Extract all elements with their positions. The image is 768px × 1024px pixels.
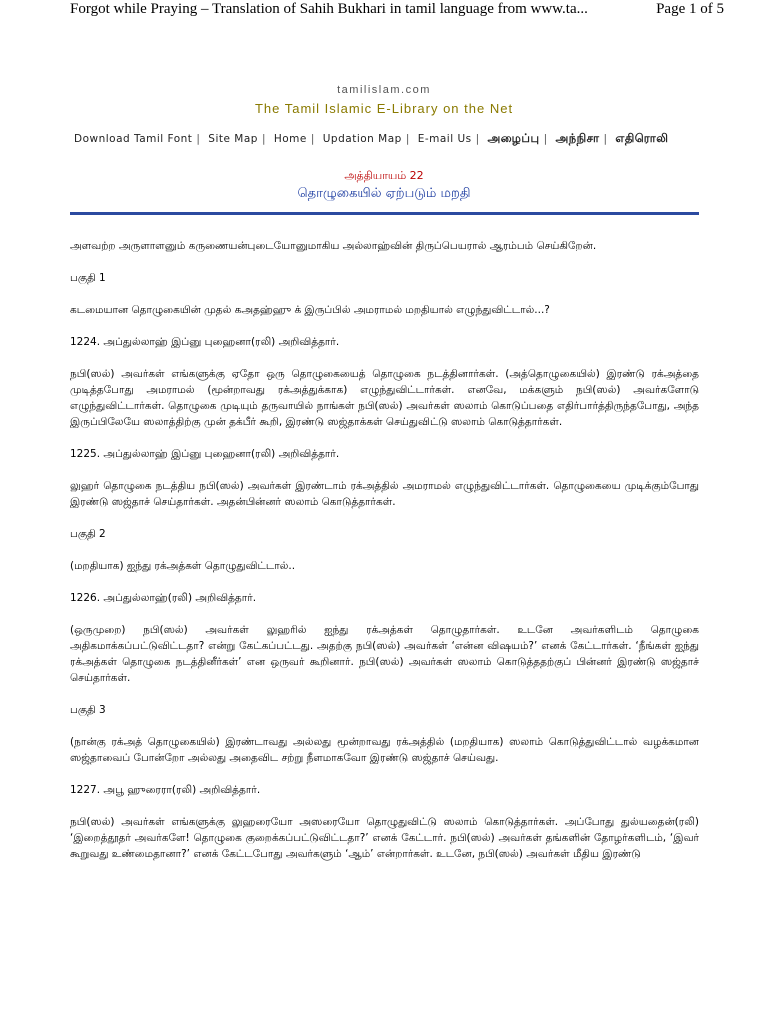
nav-separator: |: [310, 133, 315, 145]
nav-email-us[interactable]: E-mail Us: [417, 133, 472, 145]
print-header: [0, 0, 768, 22]
hadith-number: 1227. அபூ ஹுரைரா(ரலி) அறிவித்தார்.: [70, 784, 261, 796]
page-number: Page 1 of 5: [656, 1, 724, 17]
paragraph: கடமையான தொழுகையின் முதல் கஅதஹ்ஹு க் இருப்பில் அமராமல் மறதியால் எழுந்துவிட்டால்...?: [70, 304, 550, 316]
nav-azhaippu[interactable]: அழைப்பு: [487, 131, 540, 145]
nav-separator: |: [543, 133, 548, 145]
site-domain[interactable]: tamilislam.com: [337, 84, 431, 96]
nav-site-map[interactable]: Site Map: [208, 133, 258, 145]
hadith-number: 1224. அப்துல்லாஹ் இப்னு புஹைனா(ரலி) அறிவித்தார்.: [70, 336, 340, 348]
nav-separator: |: [405, 133, 410, 145]
print-header-title: Forgot while Praying – Translation of Sahih Bukhari in tamil language from www.ta...: [70, 1, 588, 17]
nav-separator: |: [603, 133, 608, 145]
section-heading: பகுதி 2: [70, 528, 106, 540]
hadith-number: 1225. அப்துல்லாஹ் இப்னு புஹைனா(ரலி) அறிவித்தார்.: [70, 448, 340, 460]
nav-updation-map[interactable]: Updation Map: [322, 133, 402, 145]
paragraph: லுஹர் தொழுகை நடத்திய நபி(ஸல்) அவர்கள் இரண்டாம் ரக்அத்தில் அமராமல் எழுந்துவிட்டார்கள். தொழுகையை முடிக்கும்போது இரண்டு ஸஜ்தாச் செய்தார்கள். அதன்பின்னர் ஸலாம் கொடுத்தார்கள்.: [70, 480, 699, 508]
article-body: [70, 238, 699, 878]
chapter-label: அத்தியாயம் 22: [344, 169, 424, 182]
nav-annisa[interactable]: அந்நிசா: [555, 131, 600, 145]
nav-separator: |: [261, 133, 266, 145]
nav-home[interactable]: Home: [273, 133, 307, 145]
chapter-title: தொழுகையில் ஏற்படும் மறதி: [297, 186, 471, 201]
title-divider: [70, 212, 699, 215]
nav-ethiroli[interactable]: எதிரொலி: [615, 131, 669, 145]
hadith-number: 1226. அப்துல்லாஹ்(ரலி) அறிவித்தார்.: [70, 592, 257, 604]
section-heading: பகுதி 1: [70, 272, 106, 284]
nav-separator: |: [475, 133, 480, 145]
nav-separator: |: [196, 133, 201, 145]
paragraph: அளவற்ற அருளாளனும் கருணையன்புடையோனுமாகிய அல்லாஹ்வின் திருப்பெயரால் ஆரம்பம் செய்கிறேன்.: [70, 240, 597, 252]
paragraph: நபி(ஸல்) அவர்கள் எங்களுக்கு லுஹரையோ அஸரையோ தொழுதுவிட்டு ஸலாம் கொடுத்தார்கள். அப்போது துல்யதைன்(ரலி) ‘இறைத்தூதர் அவர்களே! தொழுகை குறைக்கப்பட்டுவிட்டதா?’ எனக் கேட்டார். நபி(ஸல்) அவர்கள் தங்களின் தோழர்களிடம், ‘இவர் கூறுவது உண்மைதானா?’ எனக் கேட்டபோது அவர்களும் ‘ஆம்’ என்றார்கள். உடனே, நபி(ஸல்) அவர்கள் மீதிய இரண்டு: [70, 816, 699, 860]
section-heading: பகுதி 3: [70, 704, 106, 716]
top-nav: [74, 131, 714, 147]
paragraph: (நான்கு ரக்அத் தொழுகையில்) இரண்டாவது அல்லது மூன்றாவது ரக்அத்தில் (மறதியாக) ஸலாம் கொடுத்துவிட்டால் வழக்கமான ஸஜ்தாவைப் போன்றோ அல்லது அதைவிட சற்று நீளமாகவோ இரண்டு ஸஜ்தாச் செய்வது.: [70, 736, 699, 764]
site-tagline: The Tamil Islamic E-Library on the Net: [254, 101, 514, 116]
paragraph: (மறதியாக) ஐந்து ரக்அத்கள் தொழுதுவிட்டால்..: [70, 560, 296, 572]
paragraph: (ஒருமுறை) நபி(ஸல்) அவர்கள் லுஹரில் ஐந்து ரக்அத்கள் தொழுதார்கள். உடனே அவர்களிடம் தொழுகை அதிகமாக்கப்பட்டுவிட்டதா? என்று கேட்கப்பட்டது. அதற்கு நபி(ஸல்) அவர்கள் ‘என்ன விஷயம்?’ எனக் கேட்டார்கள். ‘நீங்கள் ஐந்து ரக்அத்கள் தொழுகை நடத்தினீர்கள்’ என ஒருவர் கூறினார். நபி(ஸல்) அவர்கள் ஸலாம் கொடுத்ததற்குப் பின்னர் இரண்டு ஸஜ்தாச் செய்தார்கள்.: [70, 624, 699, 684]
nav-download-tamil-font[interactable]: Download Tamil Font: [74, 133, 193, 145]
paragraph: நபி(ஸல்) அவர்கள் எங்களுக்கு ஏதோ ஒரு தொழுகையைத் தொழுகை நடத்தினார்கள். (அத்தொழுகையில்) இரண்டு ரக்அத்தை முடித்தபோது அமராமல் (மூன்றாவது ரக்அத்துக்காக) எழுந்துவிட்டார்கள். எனவே, மக்களும் நபி(ஸல்) அவர்களோடு எழுந்துவிட்டார்கள். தொழுகை முடியும் தருவாயில் நாங்கள் நபி(ஸல்) அவர்கள் ஸலாம் கொடுப்பதை எதிர்பார்த்திருந்தபோது, அந்த இருப்பிலேயே ஸலாத்திற்கு முன் தக்பீர் கூறி, இரண்டு ஸஜ்தாக்கள் செய்துவிட்டு ஸலாம் கொடுத்தார்கள்.: [70, 368, 699, 428]
